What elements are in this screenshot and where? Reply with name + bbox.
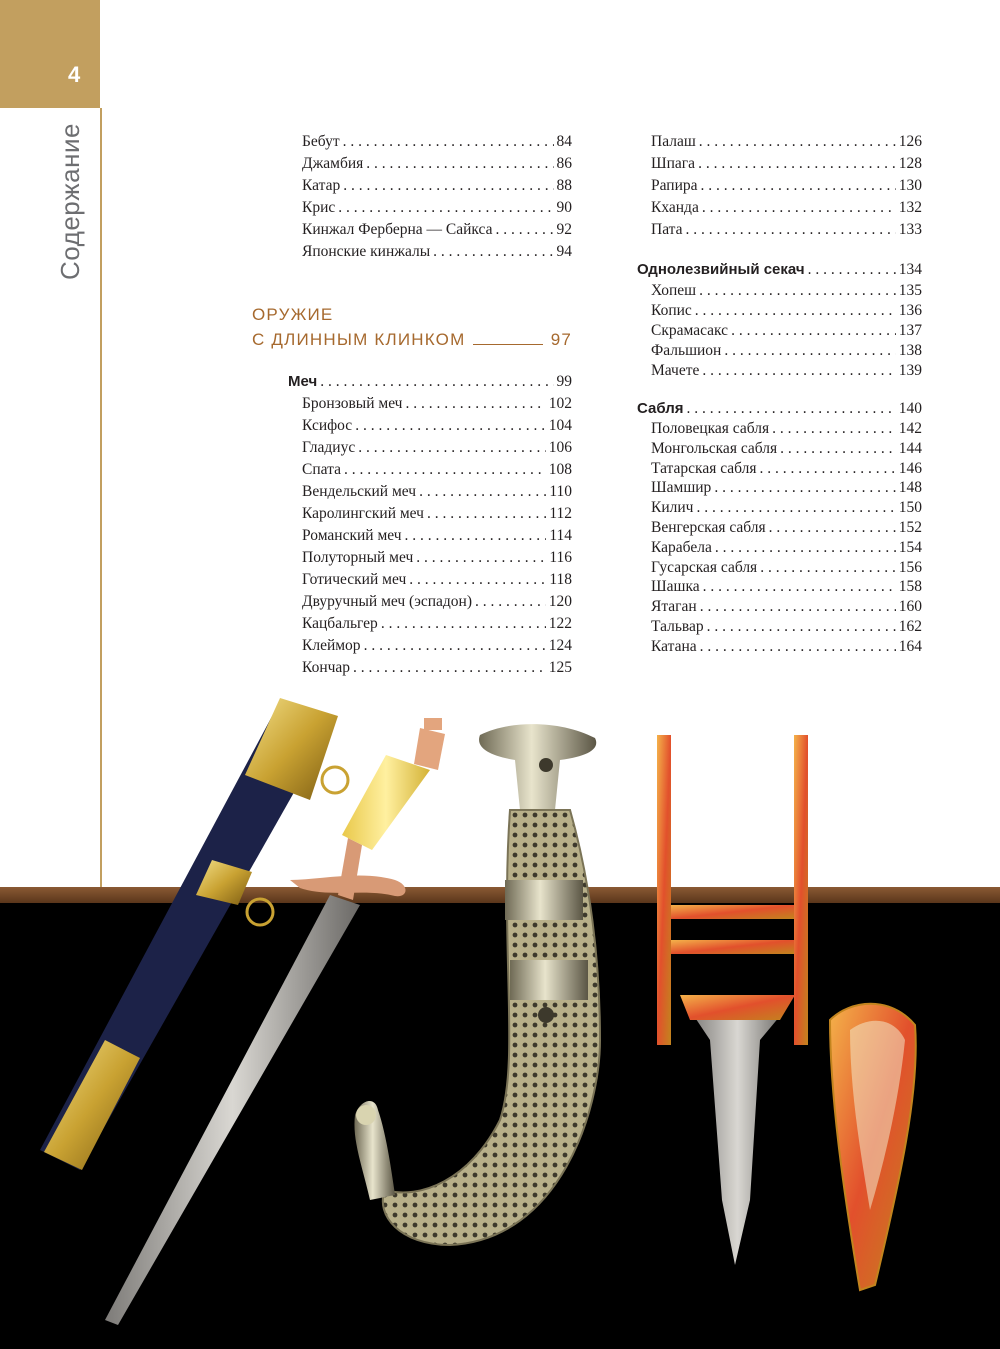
toc-entry-page: 158 [898,578,922,596]
toc-entry-title: Кханда [651,199,699,216]
toc-entry-page: 92 [556,221,572,238]
toc-entry-title: Кинжал Ферберна — Сайкса [302,221,493,238]
toc-entry-page: 135 [898,282,922,299]
section-title-line1: ОРУЖИЕ [252,305,334,324]
toc-entry[interactable] [651,597,922,617]
toc-entry-title: Клеймор [302,637,361,654]
toc-entry-title: Венгерская сабля [651,518,766,536]
toc-entry-page: 90 [556,199,572,216]
toc-entry[interactable] [651,301,922,321]
toc-entry-title: Бебут [302,133,340,150]
toc-entry[interactable] [651,219,922,241]
toc-entry-page: 156 [898,558,922,576]
toc-entry-page: 104 [548,417,572,434]
toc-heading-sword[interactable] [288,371,572,393]
toc-entry-title: Шашка [651,578,700,596]
toc-entry-title: Вендельский меч [302,483,417,500]
toc-entry-page: 160 [898,598,922,616]
toc-entry[interactable] [302,613,572,635]
toc-entry-title: Килич [651,499,694,517]
toc-entry-title: Половецкая сабля [651,420,770,437]
toc-entry-title: Ятаган [651,598,697,616]
toc-entry-title: Шамшир [651,479,712,497]
toc-entry[interactable] [302,175,572,197]
toc-entry-page: 132 [898,199,922,216]
toc-entry-title: Бронзовый меч [302,395,403,412]
toc-entry-title: Крис [302,199,336,216]
toc-entry[interactable] [302,241,572,263]
toc-entry-title: Ксифос [302,417,353,434]
toc-heading-page: 134 [898,261,922,278]
toc-entry[interactable] [302,219,572,241]
toc-list-swords [288,371,572,679]
toc-entry-title: Мачете [651,362,700,379]
toc-entry-page: 102 [548,395,572,412]
toc-entry-page: 142 [898,420,922,437]
toc-entry-title: Рапира [651,177,698,194]
toc-entry[interactable] [302,415,572,437]
toc-entry[interactable] [302,437,572,459]
toc-entry-page: 126 [898,133,922,150]
toc-entry-title: Полуторный меч [302,549,414,566]
toc-entry-page: 144 [898,439,922,457]
toc-entry-page: 108 [548,461,572,478]
toc-entry-page: 94 [556,243,572,260]
toc-entry-page: 162 [898,617,922,635]
toc-entry-title: Шпага [651,155,696,172]
toc-entry-title: Тальвар [651,617,704,635]
toc-entry[interactable] [302,459,572,481]
toc-entry-title: Каролингский меч [302,505,424,522]
toc-heading-title: Меч [288,373,318,390]
toc-entry-title: Палаш [651,133,696,150]
toc-entry-page: 106 [548,439,572,456]
toc-entry-title: Гусарская сабля [651,558,758,576]
toc-entry[interactable] [651,197,922,219]
toc-heading-sabre[interactable] [637,399,922,419]
toc-entry-title: Копис [651,302,692,319]
toc-entry-page: 86 [556,155,572,172]
section-side-label: Содержание [55,123,85,280]
toc-entry-title: Фальшион [651,342,722,359]
toc-entry-page: 136 [898,302,922,319]
toc-entry[interactable] [302,393,572,415]
toc-right-column [637,131,922,657]
toc-entry[interactable] [651,617,922,637]
toc-entry[interactable] [651,419,922,439]
toc-entry[interactable] [651,577,922,597]
toc-heading-cleaver[interactable] [637,259,922,281]
toc-entry[interactable] [302,131,572,153]
toc-entry[interactable] [302,153,572,175]
toc-entry-page: 125 [548,659,572,676]
toc-entry-page: 124 [548,637,572,654]
toc-entry-page: 138 [898,342,922,359]
toc-entry-page: 120 [548,593,572,610]
toc-entry-title: Японские кинжалы [302,243,431,260]
toc-entry-title: Скрамасакс [651,322,729,339]
toc-entry[interactable] [302,591,572,613]
toc-entry[interactable] [302,197,572,219]
toc-entry[interactable] [651,637,922,657]
toc-entry[interactable] [302,547,572,569]
toc-entry-page: 133 [898,221,922,238]
toc-entry[interactable] [651,361,922,381]
toc-entry[interactable] [302,503,572,525]
toc-entry-title: Кончар [302,659,351,676]
toc-entry-title: Карабела [651,538,712,556]
toc-entry-title: Романский меч [302,527,402,544]
toc-heading-page: 140 [898,400,922,417]
toc-entry-page: 110 [549,483,572,500]
toc-entry-title: Катар [302,177,341,194]
toc-entry[interactable] [302,481,572,503]
toc-entry-page: 114 [549,527,572,544]
section-title-rule [473,331,542,345]
toc-entry[interactable] [651,498,922,518]
toc-entry-title: Хопеш [651,282,697,299]
toc-entry-page: 154 [898,538,922,556]
toc-entry-page: 139 [898,362,922,379]
toc-entry-page: 118 [549,571,572,588]
toc-entry[interactable] [302,657,572,679]
toc-entry[interactable] [651,153,922,175]
toc-entry-title: Джамбия [302,155,364,172]
page-number: 4 [68,62,81,87]
section-title-long-blade[interactable] [252,302,572,352]
toc-entry-page: 130 [898,177,922,194]
toc-entry[interactable] [651,175,922,197]
toc-entry-title: Двуручный меч (эспадон) [302,593,473,610]
toc-entry-page: 152 [898,518,922,536]
toc-entry-title: Гладиус [302,439,356,456]
toc-list-daggers [302,131,572,263]
toc-entry[interactable] [302,525,572,547]
toc-entry-page: 116 [549,549,572,566]
toc-entry-page: 146 [898,459,922,477]
section-title-page: 97 [550,330,572,349]
toc-entry[interactable] [651,478,922,498]
section-title-line2: С ДЛИННЫМ КЛИНКОМ [252,330,466,349]
toc-entry-title: Катана [651,637,697,655]
toc-entry-page: 128 [898,155,922,172]
toc-entry-page: 150 [898,499,922,517]
toc-entry-page: 164 [898,637,922,655]
toc-entry-page: 148 [898,479,922,497]
toc-entry[interactable] [651,341,922,361]
spacer [651,241,922,259]
toc-entry-title: Монгольская сабля [651,439,778,457]
toc-entry-title: Татарская сабля [651,459,757,477]
toc-entry-page: 122 [548,615,572,632]
spacer [651,381,922,399]
toc-entry-page: 84 [556,133,572,150]
toc-entry-title: Кацбальгер [302,615,378,632]
toc-entry[interactable] [651,538,922,558]
toc-heading-title: Сабля [637,400,684,417]
toc-entry[interactable] [302,635,572,657]
brown-band [0,887,1000,903]
toc-entry[interactable] [651,321,922,341]
toc-entry[interactable] [302,569,572,591]
toc-heading-title: Однолезвийный секач [637,261,805,278]
toc-entry[interactable] [651,558,922,578]
toc-entry-page: 137 [898,322,922,339]
toc-entry[interactable] [651,518,922,538]
daggers-illustration [0,690,1000,1349]
toc-entry-page: 88 [556,177,572,194]
toc-entry[interactable] [651,439,922,459]
toc-left-column [302,131,572,263]
toc-entry[interactable] [651,281,922,301]
toc-entry[interactable] [651,459,922,479]
toc-entry-title: Спата [302,461,341,478]
toc-entry-page: 112 [549,505,572,522]
toc-entry-title: Пата [651,221,683,238]
toc-entry-title: Готический меч [302,571,407,588]
toc-entry[interactable] [651,131,922,153]
toc-heading-page: 99 [556,373,572,390]
